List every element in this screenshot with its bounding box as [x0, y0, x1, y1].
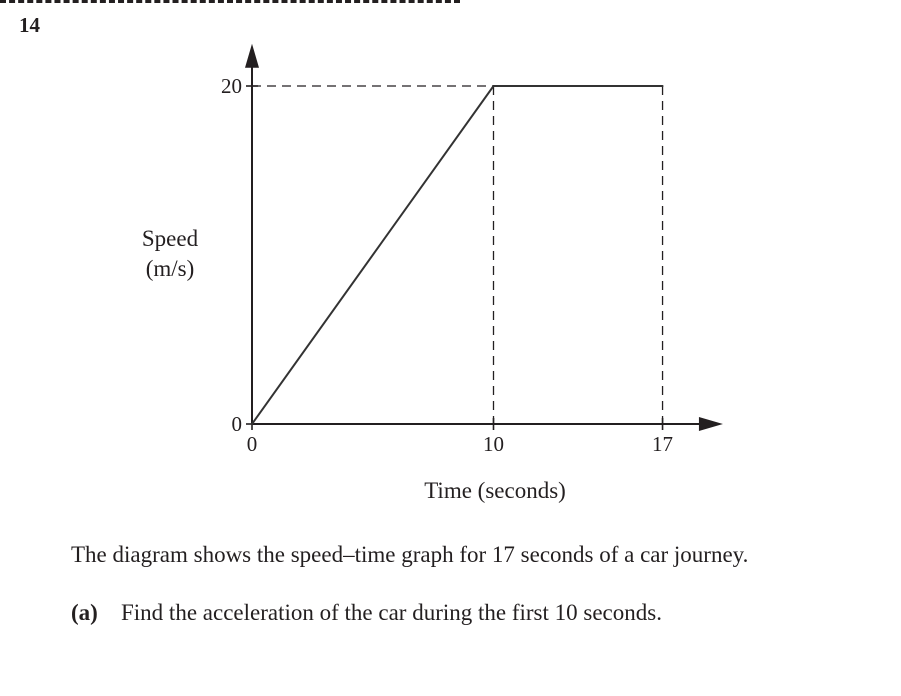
question-number: 14	[19, 13, 40, 37]
y-tick-label-20: 20	[221, 74, 242, 98]
x-axis-label: Time (seconds)	[424, 478, 566, 503]
data-point-0-2	[662, 85, 664, 87]
data-point-0-0	[251, 423, 253, 425]
question-part-a	[71, 600, 662, 626]
question-description: The diagram shows the speed–time graph for 17 seconds of a car journey.	[71, 542, 749, 567]
x-tick-label-10: 10	[483, 432, 504, 456]
x-axis-arrow-icon	[699, 417, 723, 431]
part-a-text: Find the acceleration of the car during the first 10 seconds.	[121, 600, 662, 625]
y-tick-label-0: 0	[231, 412, 242, 436]
part-a-label: (a)	[71, 600, 98, 625]
x-tick-label-17: 17	[652, 432, 674, 456]
y-axis-label-line2: (m/s)	[145, 256, 195, 281]
y-axis-label-line1: Speed	[141, 226, 199, 251]
data-point-0-1	[493, 85, 495, 87]
y-axis-label	[124, 224, 216, 284]
y-axis-arrow-icon	[245, 44, 259, 68]
x-tick-label-0: 0	[246, 432, 258, 456]
series-line-0	[252, 86, 663, 424]
